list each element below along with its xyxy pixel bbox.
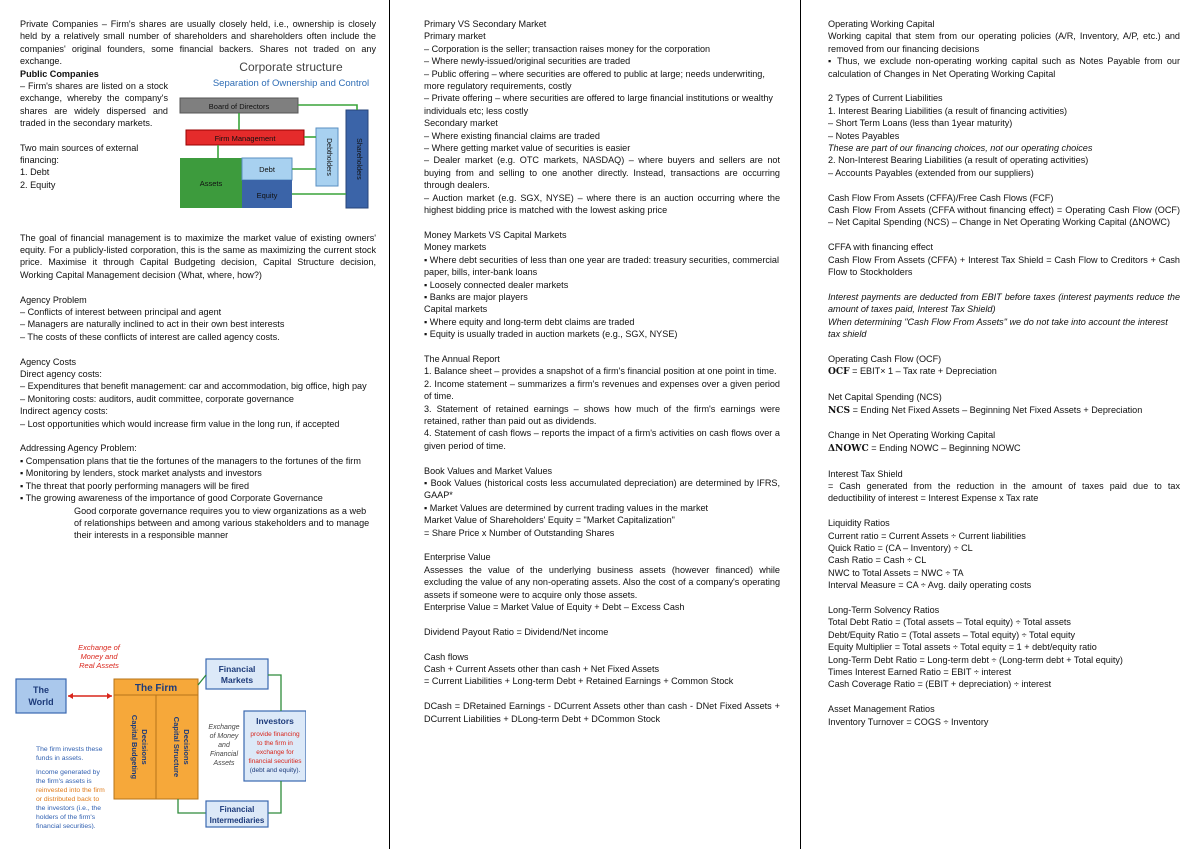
capital-structure-label: Capital Structure bbox=[172, 716, 181, 778]
column-1 bbox=[20, 18, 376, 841]
annual-report-line: 4. Statement of cash flows – reports the impact of a firm's activities on cash flows over a given period of time. bbox=[424, 428, 780, 451]
ncs-title: Net Capital Spending (NCS) bbox=[828, 392, 942, 403]
liquidity-ratio-line: Cash Ratio = Cash ÷ CL bbox=[828, 555, 927, 566]
interest-tax-shield-title: Interest Tax Shield bbox=[828, 468, 903, 479]
ncs-formula-text: = Ending Net Fixed Assets – Beginning Net Fixed Assets + Depreciation bbox=[850, 404, 1143, 415]
money-capital-line: ▪ Where debt securities of less than one year are traded: treasury securities, commercial paper, bills, inter-bank loans bbox=[424, 254, 780, 278]
ocf-section bbox=[828, 353, 1180, 379]
annual-report-line: 3. Statement of retained earnings – shows how much of the firm's earnings were retained, rather than paid out as dividends. bbox=[424, 403, 780, 426]
exchange-financial-label: Financial bbox=[209, 751, 239, 758]
addressing-agency-line: ▪ Compensation plans that tie the fortunes of the managers to the fortunes of the firm bbox=[20, 455, 361, 466]
governance-text: Good corporate governance requires you to view organizations as a web of relationships between and among various stakeholders and to manage their interests in a responsible manner bbox=[74, 505, 370, 541]
liquidity-ratio-line: Interval Measure = CA ÷ Avg. daily operating costs bbox=[828, 580, 1032, 591]
investors-label: Investors bbox=[256, 716, 294, 726]
book-market-values-line: = Share Price x Number of Outstanding Shares bbox=[424, 527, 615, 538]
money-capital-line: ▪ Banks are major players bbox=[424, 291, 528, 302]
primary-secondary-line: Secondary market bbox=[424, 118, 498, 129]
agency-costs-line: – Monitoring costs: auditors, audit committee, corporate governance bbox=[20, 393, 294, 404]
liquidity-ratios-section bbox=[828, 517, 1180, 591]
money-capital-section bbox=[424, 229, 780, 341]
column-2 bbox=[424, 18, 780, 841]
owc-line: ▪ Thus, we exclude non-operating working capital such as Notes Payable from our calculation of Changes in Net Operating Working Capital bbox=[828, 56, 1180, 79]
book-market-values-title: Book Values and Market Values bbox=[424, 465, 553, 476]
firm-label: The Firm bbox=[134, 683, 178, 694]
enterprise-value-line: Assesses the value of the underlying business assets (however financed) while excluding the value of any non-operating assets. Also the cost of a company's operating assets if someone were to acquire only those assets. bbox=[424, 564, 780, 600]
capital-structure-label: Decisions bbox=[182, 729, 191, 765]
ocf-title: Operating Cash Flow (OCF) bbox=[828, 353, 942, 364]
current-liabilities-note: These are part of our financing choices, not our operating choices bbox=[828, 143, 1093, 154]
dividend-payout-ratio bbox=[424, 626, 780, 638]
private-companies-text: Private Companies – Firm's shares are usually closely held, i.e., ownership is closely held by a relatively small number of shareholders and shareholders often include the companies' original founders, some financial backers. Shares not traded on any exchange. bbox=[20, 19, 376, 67]
ocf-symbol: OCF bbox=[828, 366, 850, 378]
public-companies-block bbox=[20, 59, 376, 226]
interest-note-section bbox=[828, 291, 1180, 341]
solvency-ratio-line: Cash Coverage Ratio = (EBIT + depreciation) ÷ interest bbox=[828, 679, 1052, 690]
ocf-formula bbox=[828, 365, 1180, 378]
liquidity-ratio-line: NWC to Total Assets = NWC ÷ TA bbox=[828, 567, 964, 578]
dcash-formula: DCash = DRetained Earnings - DCurrent Assets other than cash - DNet Fixed Assets + DCurrent Liabilities + DLong-term Debt + DCommon Stock bbox=[424, 701, 780, 724]
book-market-values-line: ▪ Market Values are determined by current trading values in the market bbox=[424, 502, 709, 513]
nowc-symbol: ΔNOWC bbox=[828, 442, 869, 454]
exchange-financial-label: and bbox=[218, 742, 230, 749]
firm-invests-text: The firm invests these bbox=[36, 746, 103, 753]
nowc-section bbox=[828, 429, 1180, 455]
current-liabilities-line: – Notes Payables bbox=[828, 130, 900, 141]
ncs-formula bbox=[828, 404, 1180, 417]
assets-label: Assets bbox=[199, 178, 223, 188]
financial-intermediaries-label: Intermediaries bbox=[209, 816, 265, 825]
agency-costs-line: Indirect agency costs: bbox=[20, 406, 108, 417]
enterprise-value-section bbox=[424, 551, 780, 613]
cash-flows-line: Cash + Current Assets other than cash + Net Fixed Assets bbox=[424, 664, 660, 675]
primary-secondary-title: Primary VS Secondary Market bbox=[424, 19, 547, 29]
nowc-title: Change in Net Operating Working Capital bbox=[828, 430, 996, 441]
money-capital-line: ▪ Equity is usually traded in auction markets (e.g., SGX, NYSE) bbox=[424, 329, 678, 340]
cffa-text: Cash Flow From Assets (CFFA without financing effect) = Operating Cash Flow (OCF) – Net Capital Spending (NCS) – Change in Net Operating Working Capital (ΔNOWC) bbox=[828, 205, 1180, 228]
addressing-agency-title: Addressing Agency Problem: bbox=[20, 443, 137, 454]
firm-management-label: Firm Management bbox=[214, 133, 276, 143]
exchange-financial-label: Exchange bbox=[208, 724, 240, 731]
current-liabilities-title: 2 Types of Current Liabilities bbox=[828, 93, 943, 104]
dividend-payout-label: Dividend Payout Ratio bbox=[424, 626, 514, 637]
exchange-financial-label: of Money bbox=[209, 733, 239, 740]
goal-text: The goal of financial management is to maximize the market value of existing owners' equity. For a publicly-listed corporation, this is the same as maximizing the current stock price. Maximise it through Capital Budgeting decision, Capital Structure decision, Working Capital Management decision (What, where, how?) bbox=[20, 232, 376, 280]
diagram-title: Corporate structure bbox=[239, 59, 343, 74]
financing-source-debt: 1. Debt bbox=[20, 167, 50, 178]
diagram-subtitle: Separation of Ownership and Control bbox=[212, 77, 370, 89]
operating-working-capital-section bbox=[828, 18, 1180, 80]
financial-markets-label: Financial bbox=[218, 664, 256, 674]
interest-tax-shield-section bbox=[828, 468, 1180, 505]
debtholders-label: Debtholders bbox=[325, 137, 332, 176]
book-market-values-section bbox=[424, 465, 780, 539]
nowc-formula-text: = Ending NOWC – Beginning NOWC bbox=[868, 442, 1021, 453]
primary-secondary-line: – Corporation is the seller; transaction raises money for the corporation bbox=[424, 43, 711, 54]
money-capital-line: Capital markets bbox=[424, 304, 488, 315]
income-text: financial securities). bbox=[36, 823, 96, 829]
income-text: or distributed back to bbox=[36, 796, 100, 803]
solvency-ratio-line: Total Debt Ratio = (Total assets – Total equity) ÷ Total assets bbox=[828, 617, 1071, 628]
money-capital-line: Money markets bbox=[424, 242, 487, 253]
liquidity-ratio-line: Current ratio = Current Assets ÷ Current liabilities bbox=[828, 530, 1026, 541]
ncs-section bbox=[828, 391, 1180, 417]
public-companies-text: – Firm's shares are listed on a stock exchange, whereby the company's shares are widely dispersed and traded in the secondary markets. bbox=[20, 81, 168, 129]
owc-title: Operating Working Capital bbox=[828, 19, 935, 29]
asset-management-line: Inventory Turnover = COGS ÷ Inventory bbox=[828, 716, 989, 727]
enterprise-value-line: Enterprise Value = Market Value of Equity + Debt – Excess Cash bbox=[424, 602, 685, 613]
investors-text: (debt and equity). bbox=[249, 767, 301, 774]
exchange-real-label: Money and bbox=[80, 652, 118, 661]
cffa-financing-title: CFFA with financing effect bbox=[828, 242, 933, 253]
nowc-formula bbox=[828, 442, 1180, 455]
financial-markets-label: Markets bbox=[220, 675, 254, 685]
debt-label: Debt bbox=[259, 164, 275, 174]
firm-flow-diagram bbox=[6, 643, 306, 829]
capital-budgeting-label: Capital Budgeting bbox=[130, 714, 139, 780]
income-text: Income generated by bbox=[36, 769, 100, 776]
financing-sources-title: Two main sources of external financing: bbox=[20, 142, 139, 166]
board-of-directors-label: Board of Directors bbox=[208, 101, 270, 111]
primary-secondary-line: – Private offering – where securities are offered to large financial institutions or wealthy individuals etc; less costly bbox=[424, 93, 773, 116]
agency-costs-title: Agency Costs bbox=[20, 356, 77, 367]
solvency-ratios-section bbox=[828, 604, 1180, 691]
primary-secondary-line: – Where existing financial claims are traded bbox=[424, 130, 600, 141]
current-liabilities-line: – Accounts Payables (extended from our suppliers) bbox=[828, 167, 1034, 178]
investors-text: to the firm in bbox=[257, 740, 293, 747]
firm-invests-text: funds in assets. bbox=[36, 755, 84, 762]
shareholders-label: Shareholders bbox=[355, 137, 362, 180]
public-companies-title: Public Companies bbox=[20, 68, 99, 79]
primary-secondary-line: Primary market bbox=[424, 31, 486, 42]
cffa-financing-text: Cash Flow From Assets (CFFA) + Interest Tax Shield = Cash Flow to Creditors + Cash Flow to Stockholders bbox=[828, 254, 1180, 278]
annual-report-section bbox=[424, 353, 780, 452]
investors-text: exchange for bbox=[256, 749, 294, 756]
capital-budgeting-label: Decisions bbox=[140, 729, 149, 765]
cash-flows-title: Cash flows bbox=[424, 651, 469, 662]
solvency-ratio-line: Long-Term Debt Ratio = Long-term debt ÷ (Long-term debt + Total equity) bbox=[828, 654, 1123, 665]
annual-report-line: 2. Income statement – summarizes a firm's revenues and expenses over a given period of time. bbox=[424, 378, 780, 402]
agency-costs-section bbox=[20, 356, 376, 430]
agency-problem-line: – Conflicts of interest between principal and agent bbox=[20, 307, 222, 318]
column-divider-left bbox=[389, 0, 390, 849]
corporate-structure-diagram bbox=[178, 54, 378, 212]
interest-tax-shield-text: = Cash generated from the reduction in the amount of taxes paid due to tax deductibility of interest = Interest Expense x Tax rate bbox=[828, 480, 1180, 504]
book-market-values-line: Market Value of Shareholders' Equity = "Market Capitalization" bbox=[424, 515, 675, 526]
primary-secondary-line: – Where getting market value of securities is easier bbox=[424, 143, 631, 154]
exchange-real-label: Exchange of bbox=[78, 643, 120, 652]
liquidity-ratios-title: Liquidity Ratios bbox=[828, 518, 890, 529]
asset-management-title: Asset Management Ratios bbox=[828, 704, 935, 715]
column-divider-right bbox=[800, 0, 801, 849]
dividend-payout-formula: = Dividend/Net income bbox=[513, 626, 609, 637]
annual-report-line: 1. Balance sheet – provides a snapshot of a firm's financial position at one point in time. bbox=[424, 366, 777, 377]
solvency-ratio-line: Equity Multiplier = Total assets ÷ Total equity = 1 + debt/equity ratio bbox=[828, 642, 1097, 653]
solvency-ratios-title: Long-Term Solvency Ratios bbox=[828, 604, 940, 615]
current-liabilities-section bbox=[828, 92, 1180, 179]
ocf-formula-text: = EBIT× 1 – Tax rate + Depreciation bbox=[849, 366, 997, 377]
ncs-symbol: NCS bbox=[828, 404, 851, 416]
world-label: The bbox=[32, 685, 50, 695]
agency-costs-line: Direct agency costs: bbox=[20, 369, 102, 380]
addressing-agency-section bbox=[20, 442, 376, 541]
money-capital-line: ▪ Loosely connected dealer markets bbox=[424, 279, 569, 290]
liquidity-ratio-line: Quick Ratio = (CA – Inventory) ÷ CL bbox=[828, 542, 973, 553]
primary-secondary-line: – Auction market (e.g. SGX, NYSE) – where there is an auction occurring where the highest bidding price is matched with the lowest asking price bbox=[424, 192, 780, 216]
income-text: the firm's assets is bbox=[36, 778, 92, 785]
cash-flows-line: = Current Liabilities + Long-term Debt + Retained Earnings + Common Stock bbox=[424, 676, 734, 687]
book-market-values-line: ▪ Book Values (historical costs less accumulated depreciation) are determined by IFRS, GAAP* bbox=[424, 477, 780, 501]
interest-note-text: Interest payments are deducted from EBIT before taxes (interest payments reduce the amount of taxes paid, Interest Tax Shield) bbox=[828, 291, 1180, 315]
agency-costs-line: – Lost opportunities which would increase firm value in the long run, if accepted bbox=[20, 418, 340, 429]
current-liabilities-line: 2. Non-Interest Bearing Liabilities (a result of operating activities) bbox=[828, 155, 1089, 166]
addressing-agency-line: ▪ Monitoring by lenders, stock market analysts and investors bbox=[20, 468, 262, 479]
primary-secondary-line: – Public offering – where securities are offered to public at large; needs underwriting, more regulatory requirements, costly bbox=[424, 68, 765, 92]
asset-management-section bbox=[828, 703, 1180, 728]
income-text: holders of the firm's bbox=[36, 814, 96, 821]
agency-problem-line: – Managers are naturally inclined to act in their own best interests bbox=[20, 319, 285, 330]
agency-problem-title: Agency Problem bbox=[20, 294, 87, 305]
equity-label: Equity bbox=[256, 190, 278, 200]
agency-problem-section bbox=[20, 294, 376, 344]
column-3 bbox=[828, 18, 1180, 841]
solvency-ratio-line: Times Interest Earned Ratio = EBIT ÷ interest bbox=[828, 666, 1012, 677]
exchange-real-label: Real Assets bbox=[79, 661, 119, 670]
cffa-financing-section bbox=[828, 241, 1180, 278]
cffa-title: Cash Flow From Assets (CFFA)/Free Cash Flows (FCF) bbox=[828, 192, 1054, 203]
income-text: reinvested into the firm bbox=[36, 787, 105, 794]
money-capital-line: ▪ Where equity and long-term debt claims are traded bbox=[424, 316, 635, 327]
income-text: the investors (i.e., the bbox=[36, 805, 101, 812]
addressing-agency-line: ▪ The threat that poorly performing managers will be fired bbox=[20, 480, 249, 491]
addressing-agency-line: ▪ The growing awareness of the importance of good Corporate Governance bbox=[20, 493, 323, 504]
investors-text: financial securities bbox=[248, 758, 302, 765]
current-liabilities-line: 1. Interest Bearing Liabilities (a result of financing activities) bbox=[828, 105, 1068, 116]
exchange-financial-label: Assets bbox=[213, 760, 235, 767]
agency-costs-line: – Expenditures that benefit management: car and accommodation, big office, high pay bbox=[20, 381, 367, 392]
financial-intermediaries-label: Financial bbox=[219, 805, 255, 814]
cffa-section bbox=[828, 192, 1180, 229]
annual-report-title: The Annual Report bbox=[424, 353, 500, 364]
owc-line: Working capital that stem from our operating policies (A/R, Inventory, A/P, etc.) and removed from our financing decisions bbox=[828, 31, 1180, 54]
current-liabilities-line: – Short Term Loans (less than 1year maturity) bbox=[828, 118, 1013, 129]
primary-secondary-section bbox=[424, 18, 780, 217]
enterprise-value-title: Enterprise Value bbox=[424, 552, 491, 563]
agency-problem-line: – The costs of these conflicts of interest are called agency costs. bbox=[20, 331, 280, 342]
world-label: World bbox=[28, 697, 54, 707]
money-capital-title: Money Markets VS Capital Markets bbox=[424, 229, 567, 240]
investors-text: provide financing bbox=[250, 731, 300, 738]
primary-secondary-line: – Where newly-issued/original securities are traded bbox=[424, 56, 631, 67]
financing-source-equity: 2. Equity bbox=[20, 179, 56, 190]
interest-note-text: When determining "Cash Flow From Assets" we do not take into account the interest tax shield bbox=[828, 316, 1168, 340]
primary-secondary-line: – Dealer market (e.g. OTC markets, NASDAQ) – where buyers and sellers are not buying from and selling to one another directly. Instead, transactions are occurring through dealers. bbox=[424, 155, 780, 191]
cash-flows-section bbox=[424, 651, 780, 688]
solvency-ratio-line: Debt/Equity Ratio = (Total assets – Total equity) ÷ Total equity bbox=[828, 629, 1076, 640]
